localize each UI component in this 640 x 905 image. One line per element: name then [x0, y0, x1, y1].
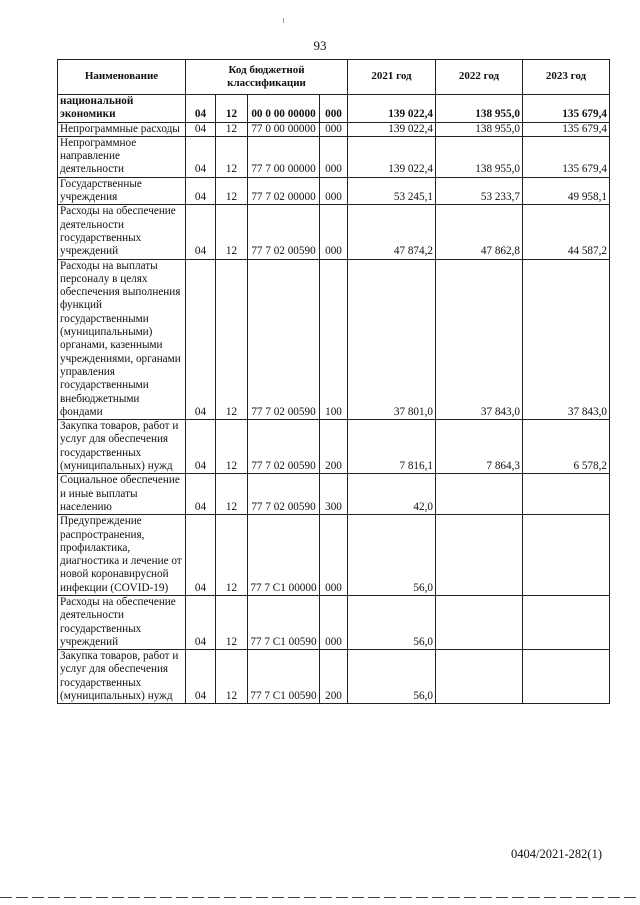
cell-section: 04	[186, 474, 216, 515]
cell-section: 04	[186, 177, 216, 205]
cell-section: 04	[186, 259, 216, 420]
cell-name: Государственные учреждения	[58, 177, 186, 205]
cell-target-article: 77 7 02 00000	[248, 177, 320, 205]
cell-target-article: 77 7 C1 00590	[248, 595, 320, 649]
cell-2022: 138 955,0	[436, 122, 523, 136]
cell-2021: 56,0	[348, 595, 436, 649]
table-row	[58, 650, 610, 704]
cell-subsection: 12	[216, 515, 248, 596]
table-row	[58, 259, 610, 420]
cell-subsection: 12	[216, 595, 248, 649]
cell-subsection: 12	[216, 259, 248, 420]
cell-section: 04	[186, 650, 216, 704]
cell-name: Расходы на обеспечение деятельности государственных учреждений	[58, 595, 186, 649]
cell-subsection: 12	[216, 420, 248, 474]
table-row	[58, 95, 610, 123]
cell-2022: 138 955,0	[436, 136, 523, 177]
cell-subsection: 12	[216, 205, 248, 259]
cell-subsection: 12	[216, 474, 248, 515]
header-name: Наименование	[58, 60, 186, 95]
cell-expense-type: 200	[320, 650, 348, 704]
table-row	[58, 420, 610, 474]
cell-expense-type: 000	[320, 136, 348, 177]
header-2022: 2022 год	[436, 60, 523, 95]
cell-2023: 44 587,2	[523, 205, 610, 259]
cell-section: 04	[186, 122, 216, 136]
cell-2021: 139 022,4	[348, 95, 436, 123]
cell-section: 04	[186, 515, 216, 596]
cell-section: 04	[186, 205, 216, 259]
cell-subsection: 12	[216, 650, 248, 704]
cell-target-article: 77 7 02 00590	[248, 420, 320, 474]
page-number: 93	[313, 38, 327, 53]
table-row	[58, 122, 610, 136]
cell-section: 04	[186, 595, 216, 649]
cell-2023: 6 578,2	[523, 420, 610, 474]
cell-target-article: 77 7 00 00000	[248, 136, 320, 177]
table-row	[58, 177, 610, 205]
cell-section: 04	[186, 420, 216, 474]
cell-2021: 56,0	[348, 650, 436, 704]
cell-name: Расходы на обеспечение деятельности государственных учреждений	[58, 205, 186, 259]
cell-subsection: 12	[216, 136, 248, 177]
cell-subsection: 12	[216, 95, 248, 123]
cell-2021: 7 816,1	[348, 420, 436, 474]
table-row	[58, 595, 610, 649]
cell-2022	[436, 474, 523, 515]
header-2023: 2023 год	[523, 60, 610, 95]
cell-2021: 53 245,1	[348, 177, 436, 205]
cell-expense-type: 000	[320, 122, 348, 136]
cell-name: национальной экономики	[58, 95, 186, 123]
cell-2023	[523, 650, 610, 704]
cell-target-article: 00 0 00 00000	[248, 95, 320, 123]
document-code: 0404/2021-282(1)	[511, 847, 602, 861]
table-row	[58, 515, 610, 596]
cell-2023: 135 679,4	[523, 136, 610, 177]
cell-expense-type: 000	[320, 95, 348, 123]
budget-table	[57, 59, 610, 704]
scan-mark	[283, 18, 284, 23]
cell-2022: 53 233,7	[436, 177, 523, 205]
cell-name: Закупка товаров, работ и услуг для обеспечения государственных (муниципальных) нужд	[58, 650, 186, 704]
cell-target-article: 77 7 02 00590	[248, 259, 320, 420]
cell-target-article: 77 7 02 00590	[248, 205, 320, 259]
cell-2021: 37 801,0	[348, 259, 436, 420]
cell-expense-type: 200	[320, 420, 348, 474]
cell-expense-type: 000	[320, 515, 348, 596]
cell-2023: 135 679,4	[523, 95, 610, 123]
cell-2023	[523, 515, 610, 596]
cell-2021: 56,0	[348, 515, 436, 596]
cell-2021: 139 022,4	[348, 122, 436, 136]
cell-section: 04	[186, 95, 216, 123]
cell-2022: 138 955,0	[436, 95, 523, 123]
table-row	[58, 205, 610, 259]
cell-name: Расходы на выплаты персоналу в целях обеспечения выполнения функций государственными (муниципальными) органами, казенными учреждениями, органами управления государственными внебюджетными фондами	[58, 259, 186, 420]
cell-2022	[436, 595, 523, 649]
cell-subsection: 12	[216, 122, 248, 136]
cell-name: Закупка товаров, работ и услуг для обеспечения государственных (муниципальных) нужд	[58, 420, 186, 474]
cell-name: Непрограммные расходы	[58, 122, 186, 136]
cell-expense-type: 100	[320, 259, 348, 420]
cell-2021: 139 022,4	[348, 136, 436, 177]
cell-target-article: 77 7 C1 00590	[248, 650, 320, 704]
cell-subsection: 12	[216, 177, 248, 205]
cell-target-article: 77 0 00 00000	[248, 122, 320, 136]
cell-2022: 7 864,3	[436, 420, 523, 474]
cell-name: Социальное обеспечение и иные выплаты населению	[58, 474, 186, 515]
cell-section: 04	[186, 136, 216, 177]
cell-2023: 135 679,4	[523, 122, 610, 136]
scan-edge-line	[0, 897, 640, 898]
table-body	[58, 95, 610, 704]
cell-expense-type: 000	[320, 595, 348, 649]
header-code: Код бюджетной классификации	[186, 60, 348, 95]
cell-2021: 47 874,2	[348, 205, 436, 259]
cell-2022: 37 843,0	[436, 259, 523, 420]
cell-2023	[523, 474, 610, 515]
table-row	[58, 136, 610, 177]
cell-2022: 47 862,8	[436, 205, 523, 259]
header-2021: 2021 год	[348, 60, 436, 95]
cell-2023: 37 843,0	[523, 259, 610, 420]
cell-target-article: 77 7 C1 00000	[248, 515, 320, 596]
cell-2023	[523, 595, 610, 649]
cell-expense-type: 300	[320, 474, 348, 515]
table-header-row	[58, 60, 610, 95]
cell-2021: 42,0	[348, 474, 436, 515]
cell-expense-type: 000	[320, 205, 348, 259]
cell-name: Непрограммное направление деятельности	[58, 136, 186, 177]
table-row	[58, 474, 610, 515]
cell-2022	[436, 515, 523, 596]
cell-2023: 49 958,1	[523, 177, 610, 205]
cell-2022	[436, 650, 523, 704]
cell-target-article: 77 7 02 00590	[248, 474, 320, 515]
cell-expense-type: 000	[320, 177, 348, 205]
cell-name: Предупреждение распространения, профилактика, диагностика и лечение от новой коронавирусной инфекции (COVID-19)	[58, 515, 186, 596]
